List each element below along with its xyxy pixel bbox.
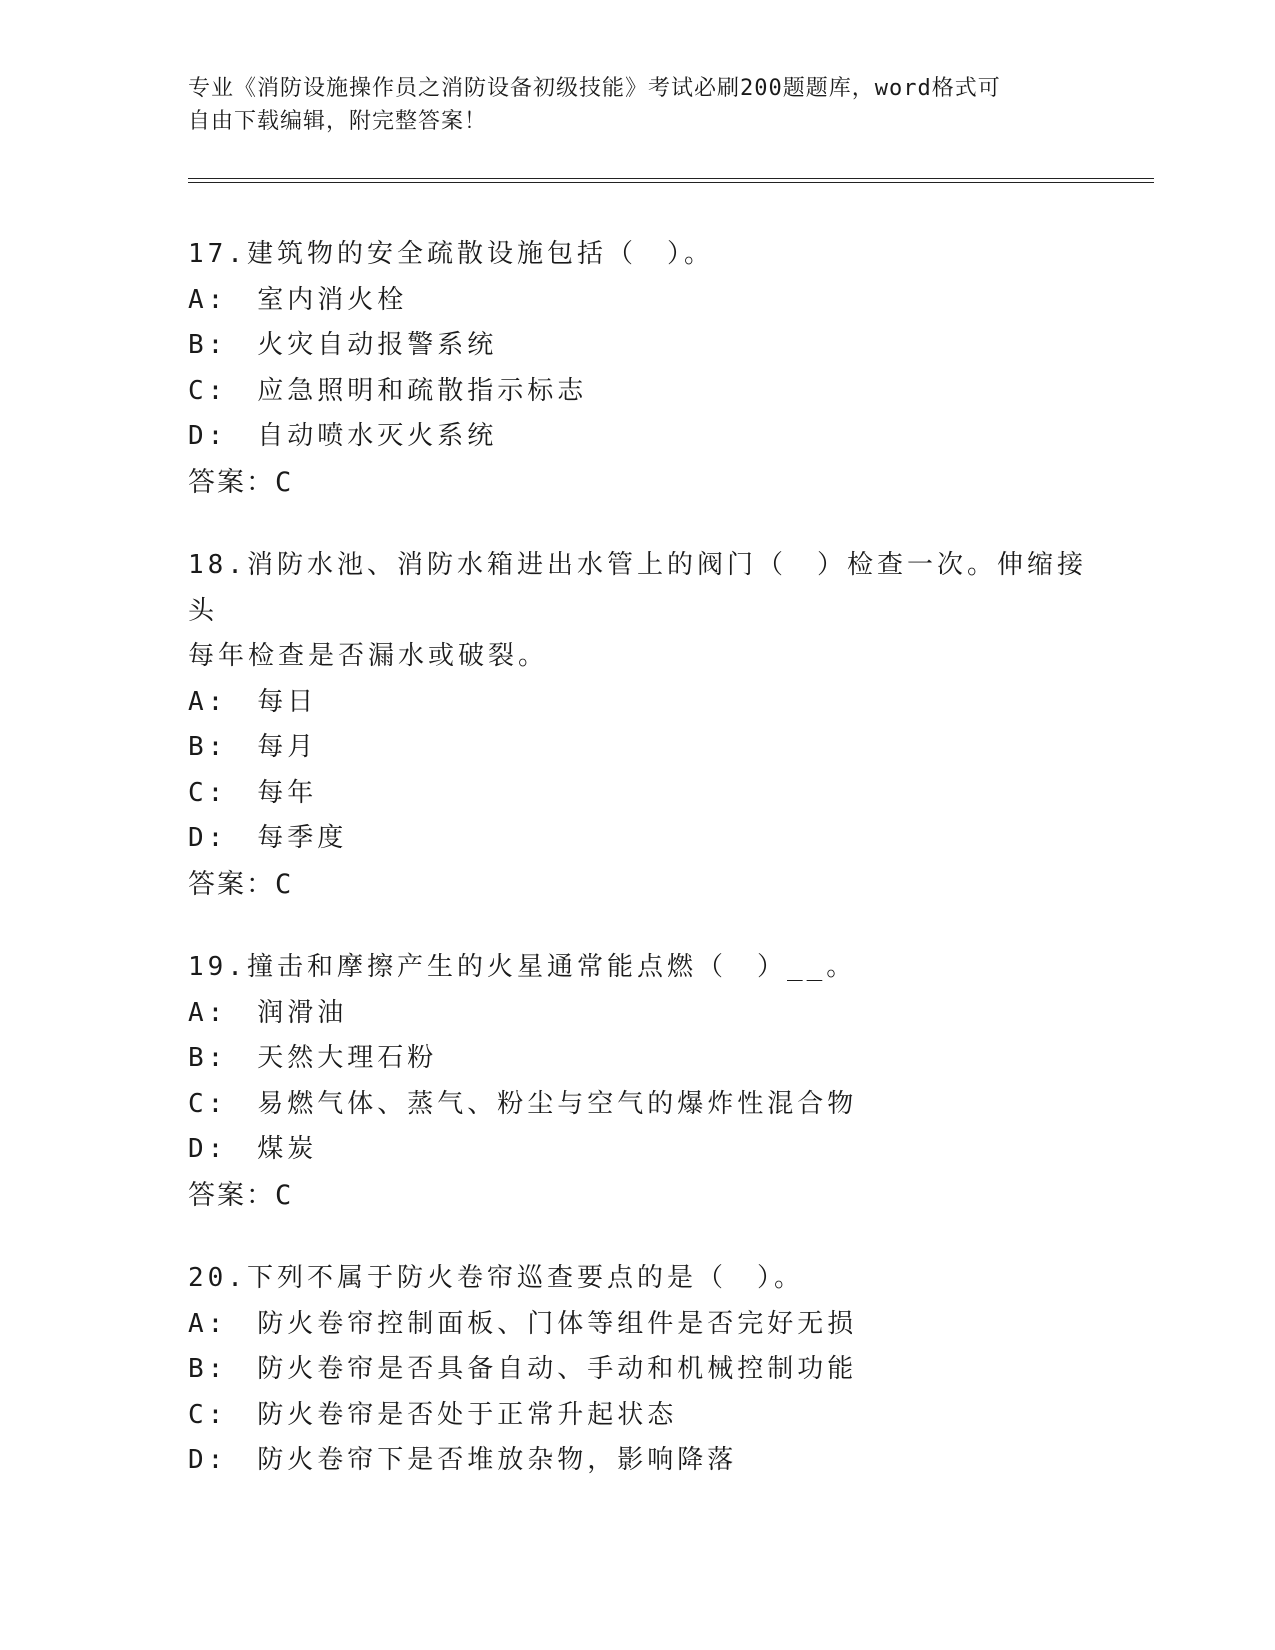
- option-d: D: 自动喷水灭火系统: [188, 421, 498, 451]
- question-list: [188, 232, 1088, 1522]
- answer-label: 答案：: [188, 466, 275, 498]
- answer-value: C: [275, 466, 294, 498]
- question-stem: 18.消防水池、消防水箱进出水管上的阀门（ ）检查一次。伸缩接头: [188, 550, 1087, 626]
- answer-label: 答案：: [188, 868, 275, 900]
- option-d: D: 每季度: [188, 823, 348, 853]
- question-18: [188, 543, 1088, 907]
- answer-label: 答案：: [188, 1179, 275, 1211]
- option-d: D: 防火卷帘下是否堆放杂物，影响降落: [188, 1445, 738, 1475]
- option-c: C: 每年: [188, 777, 318, 808]
- answer-line: [188, 862, 1088, 908]
- option-a: A: 每日: [188, 686, 318, 717]
- option-a: A: 室内消火栓: [188, 284, 408, 315]
- question-stem: 19.撞击和摩擦产生的火星通常能点燃（ ）__。: [188, 952, 857, 982]
- question-20: [188, 1256, 1088, 1484]
- option-c: C: 防火卷帘是否处于正常升起状态: [188, 1399, 678, 1430]
- option-b: B: 每月: [188, 732, 318, 762]
- question-stem: 17.建筑物的安全疏散设施包括（ ）。: [188, 239, 714, 269]
- option-a: A: 防火卷帘控制面板、门体等组件是否完好无损: [188, 1308, 858, 1339]
- option-b: B: 天然大理石粉: [188, 1043, 438, 1073]
- answer-line: [188, 1173, 1088, 1219]
- question-stem: 20.下列不属于防火卷帘巡查要点的是（ ）。: [188, 1263, 804, 1293]
- option-c: C: 易燃气体、蒸气、粉尘与空气的爆炸性混合物: [188, 1088, 858, 1119]
- answer-value: C: [275, 1179, 294, 1211]
- document-header: [188, 72, 1068, 138]
- question-19: [188, 945, 1088, 1218]
- question-17: [188, 232, 1088, 505]
- option-b: B: 火灾自动报警系统: [188, 330, 498, 360]
- header-title-line-2: 自由下载编辑，附完整答案！: [188, 109, 488, 134]
- question-stem-continued: 每年检查是否漏水或破裂。: [188, 641, 549, 671]
- header-title-line-1: 专业《消防设施操作员之消防设备初级技能》考试必刷200题题库，word格式可: [188, 76, 1001, 101]
- option-a: A: 润滑油: [188, 997, 348, 1028]
- option-d: D: 煤炭: [188, 1134, 318, 1164]
- option-b: B: 防火卷帘是否具备自动、手动和机械控制功能: [188, 1354, 858, 1384]
- answer-line: [188, 460, 1088, 506]
- answer-value: C: [275, 868, 294, 900]
- header-double-rule: [188, 178, 1154, 183]
- option-c: C: 应急照明和疏散指示标志: [188, 375, 588, 406]
